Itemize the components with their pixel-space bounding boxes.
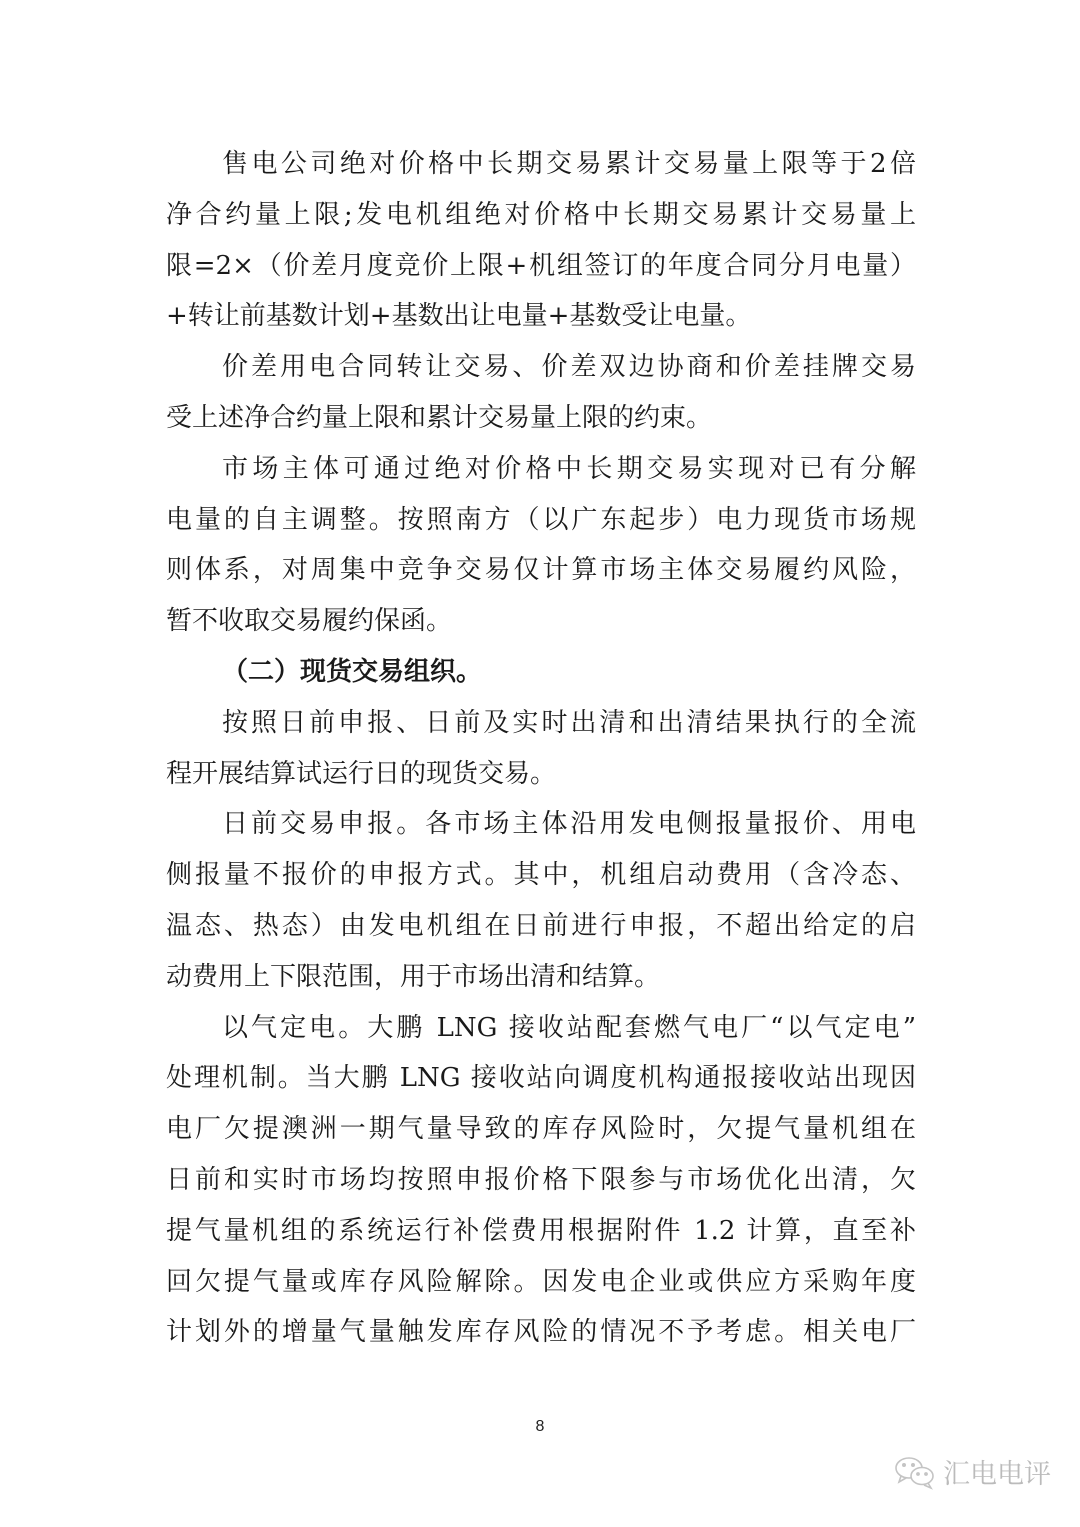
text-line: 温态、热态）由发电机组在日前进行申报，不超出给定的启	[166, 910, 916, 941]
paragraph	[166, 799, 916, 1002]
paragraph	[166, 698, 916, 800]
paragraph	[166, 139, 916, 342]
text-line: 暂不收取交易履约保函。	[166, 606, 453, 637]
text-line: 回欠提气量或库存风险解除。因发电企业或供应方采购年度	[166, 1266, 916, 1297]
page-number: 8	[535, 1418, 545, 1435]
text-line: 受上述净合约量上限和累计交易量上限的约束。	[166, 402, 713, 433]
text-line: 则体系，对周集中竞争交易仅计算市场主体交易履约风险，	[166, 555, 916, 586]
document-body	[166, 139, 916, 1358]
text-line: 按照日前申报、日前及实时出清和出清结果执行的全流	[222, 707, 916, 738]
section-heading	[166, 647, 916, 698]
watermark	[893, 1452, 1051, 1491]
text-line: 提气量机组的系统运行补偿费用根据附件 1.2 计算，直至补	[166, 1215, 916, 1246]
text-line: 侧报量不报价的申报方式。其中，机组启动费用（含冷态、	[166, 860, 916, 891]
text-line: 售电公司绝对价格中长期交易累计交易量上限等于2倍	[222, 149, 916, 179]
text-line: 市场主体可通过绝对价格中长期交易实现对已有分解	[222, 453, 916, 484]
text-line: 限=2×（价差月度竞价上限+机组签订的年度合同分月电量）	[166, 250, 916, 281]
paragraph	[166, 342, 916, 444]
wechat-icon	[893, 1454, 937, 1490]
text-line: 动费用上下限范围，用于市场出清和结算。	[166, 961, 661, 992]
text-line: 日前交易申报。各市场主体沿用发电侧报量报价、用电	[222, 809, 916, 840]
text-line: +转让前基数计划+基数出让电量+基数受让电量。	[166, 301, 752, 332]
text-line: 电量的自主调整。按照南方（以广东起步）电力现货市场规	[166, 504, 916, 535]
text-line: 计划外的增量气量触发库存风险的情况不予考虑。相关电厂	[166, 1317, 916, 1348]
text-line: 以气定电。大鹏 LNG 接收站配套燃气电厂“以气定电”	[222, 1012, 916, 1043]
watermark-text: 汇电电评	[943, 1459, 1051, 1490]
text-line: 净合约量上限;发电机组绝对价格中长期交易累计交易量上	[166, 199, 916, 230]
text-line: 电厂欠提澳洲一期气量导致的库存风险时，欠提气量机组在	[166, 1114, 916, 1145]
paragraph	[166, 444, 916, 647]
text-line: 日前和实时市场均按照申报价格下限参与市场优化出清，欠	[166, 1164, 916, 1195]
paragraph	[166, 1003, 916, 1359]
text-line: （二）现货交易组织。	[222, 656, 483, 687]
text-line: 程开展结算试运行日的现货交易。	[166, 758, 557, 789]
text-line: 价差用电合同转让交易、价差双边协商和价差挂牌交易	[222, 352, 916, 383]
text-line: 处理机制。当大鹏 LNG 接收站向调度机构通报接收站出现因	[166, 1063, 916, 1094]
